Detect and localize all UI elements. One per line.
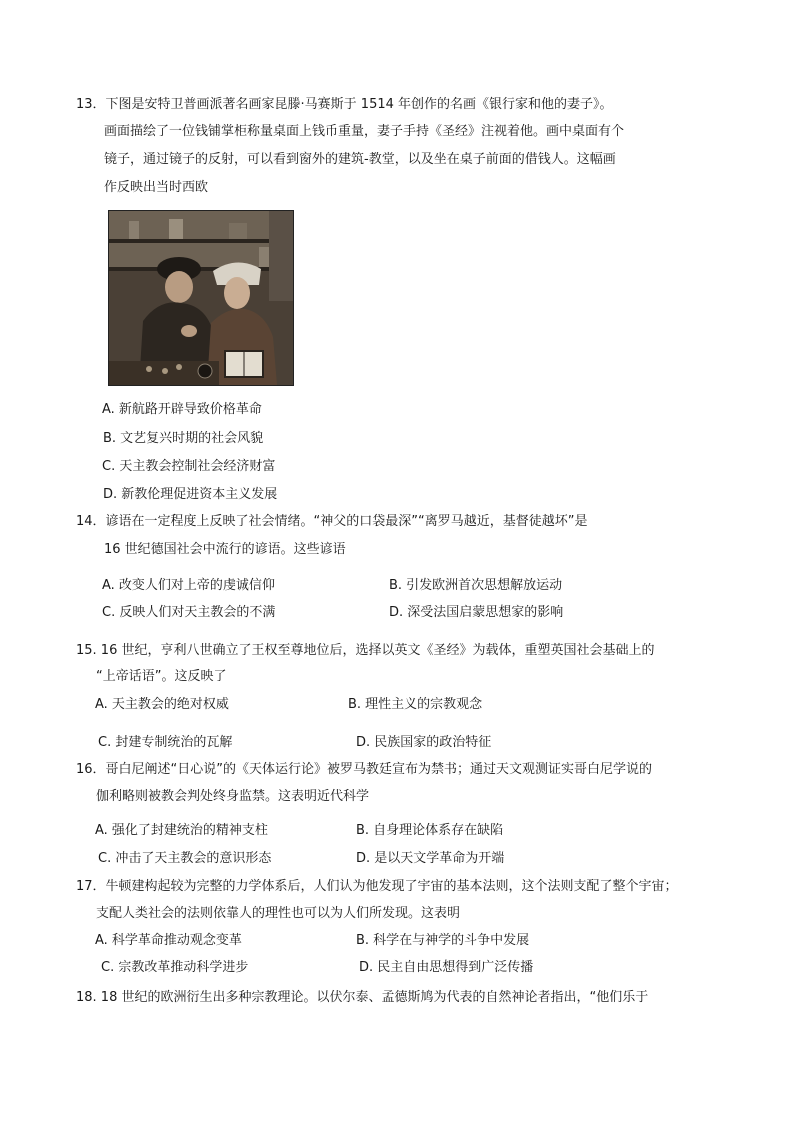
q18-stem-line1: 18. 18 世纪的欧洲衍生出多种宗教理论。以伏尔泰、孟德斯鸠为代表的自然神论者指出，“他们乐于	[76, 990, 649, 1005]
q17-option-c[interactable]: C. 宗教改革推动科学进步	[101, 960, 249, 975]
q16-option-d[interactable]: D. 是以天文学革命为开端	[356, 851, 505, 866]
q13-option-a[interactable]: A. 新航路开辟导致价格革命	[102, 402, 262, 417]
q13-stem-line1: 13．下图是安特卫普画派著名画家昆滕·马赛斯于 1514 年创作的名画《银行家和他的妻子》。	[76, 97, 613, 112]
q13-stem-line2: 画面描绘了一位钱铺掌柜称量桌面上钱币重量，妻子手持《圣经》注视着他。画中桌面有个	[104, 124, 625, 139]
q15-option-d[interactable]: D. 民族国家的政治特征	[356, 735, 492, 750]
banker-and-wife-painting	[108, 210, 294, 386]
q14-stem-line1: 14．谚语在一定程度上反映了社会情绪。“神父的口袋最深”“离罗马越近，基督徒越坏”是	[76, 514, 588, 529]
q13-stem-line3: 镜子，通过镜子的反射，可以看到窗外的建筑-教堂，以及坐在桌子前面的借钱人。这幅画	[104, 152, 616, 167]
q13-stem-line4: 作反映出当时西欧	[104, 180, 209, 195]
q14-option-c[interactable]: C. 反映人们对天主教会的不满	[102, 605, 276, 620]
q16-stem-line2: 伽利略则被教会判处终身监禁。这表明近代科学	[96, 789, 370, 804]
q13-option-c[interactable]: C. 天主教会控制社会经济财富	[102, 459, 276, 474]
q13-option-d[interactable]: D. 新教伦理促进资本主义发展	[103, 487, 278, 502]
q14-option-a[interactable]: A. 改变人们对上帝的虔诚信仰	[102, 578, 275, 593]
q14-option-b[interactable]: B. 引发欧洲首次思想解放运动	[389, 578, 563, 593]
q16-stem-line1: 16．哥白尼阐述“日心说”的《天体运行论》被罗马教廷宣布为禁书；通过天文观测证实哥白尼学说的	[76, 762, 653, 777]
q13-option-b[interactable]: B. 文艺复兴时期的社会风貌	[103, 431, 264, 446]
q15-option-b[interactable]: B. 理性主义的宗教观念	[348, 697, 483, 712]
q14-stem-line2: 16 世纪德国社会中流行的谚语。这些谚语	[104, 542, 346, 557]
q17-stem-line2: 支配人类社会的法则依靠人的理性也可以为人们所发现。这表明	[96, 906, 461, 921]
q16-option-c[interactable]: C. 冲击了天主教会的意识形态	[98, 851, 272, 866]
q17-option-b[interactable]: B. 科学在与神学的斗争中发展	[356, 933, 530, 948]
q17-stem-line1: 17．牛顿建构起较为完整的力学体系后，人们认为他发现了宇宙的基本法则，这个法则支配了整个宇宙；	[76, 879, 678, 894]
q15-stem-line1: 15. 16 世纪，亨利八世确立了王权至尊地位后，选择以英文《圣经》为载体，重塑英国社会基础上的	[76, 643, 655, 658]
q17-option-a[interactable]: A. 科学革命推动观念变革	[95, 933, 242, 948]
q14-option-d[interactable]: D. 深受法国启蒙思想家的影响	[389, 605, 564, 620]
q17-option-d[interactable]: D. 民主自由思想得到广泛传播	[359, 960, 534, 975]
q15-option-a[interactable]: A. 天主教会的绝对权威	[95, 697, 229, 712]
q16-option-a[interactable]: A. 强化了封建统治的精神支柱	[95, 823, 268, 838]
painting-image	[109, 211, 293, 385]
q15-stem-line2: “上帝话语”。这反映了	[96, 669, 227, 684]
q16-option-b[interactable]: B. 自身理论体系存在缺陷	[356, 823, 504, 838]
q15-option-c[interactable]: C. 封建专制统治的瓦解	[98, 735, 233, 750]
